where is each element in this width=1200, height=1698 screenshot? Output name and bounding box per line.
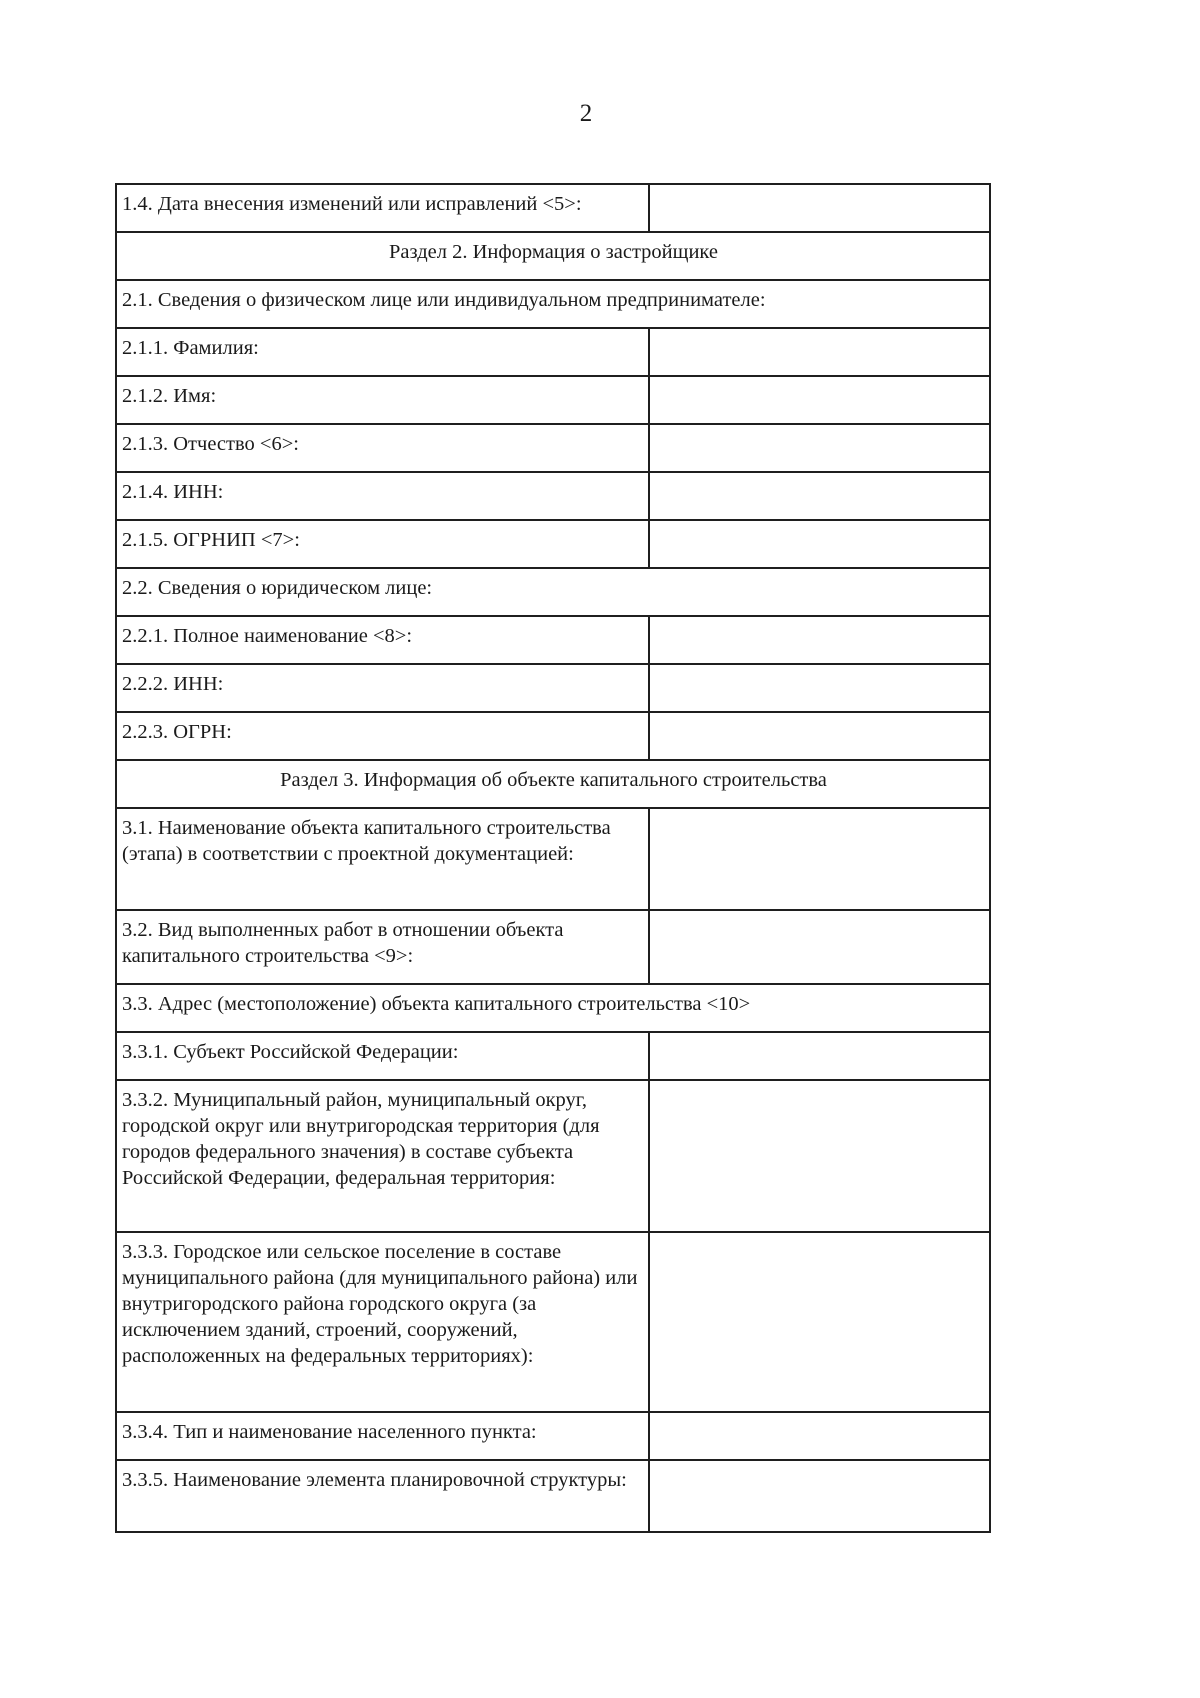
field-value-2-1-4[interactable] (649, 472, 990, 520)
field-value-3-3-1[interactable] (649, 1032, 990, 1080)
field-value-3-1[interactable] (649, 808, 990, 910)
table-row (116, 1460, 990, 1532)
field-label-1-4: 1.4. Дата внесения изменений или исправлений <5>: (116, 184, 649, 232)
table-row (116, 616, 990, 664)
field-label-3-1: 3.1. Наименование объекта капитального строительства (этапа) в соответствии с проектной документацией: (116, 808, 649, 910)
table-row (116, 1412, 990, 1460)
table-row (116, 1080, 990, 1232)
table-row (116, 984, 990, 1032)
table-row (116, 808, 990, 910)
table-row (116, 280, 990, 328)
field-label-3-3-5: 3.3.5. Наименование элемента планировочной структуры: (116, 1460, 649, 1532)
table-row (116, 910, 990, 984)
table-row (116, 712, 990, 760)
field-label-2-2-2: 2.2.2. ИНН: (116, 664, 649, 712)
field-value-3-3-5[interactable] (649, 1460, 990, 1532)
table-row (116, 760, 990, 808)
field-value-2-1-1[interactable] (649, 328, 990, 376)
field-value-1-4[interactable] (649, 184, 990, 232)
field-value-2-1-3[interactable] (649, 424, 990, 472)
table-row (116, 184, 990, 232)
table-row (116, 472, 990, 520)
table-row (116, 1032, 990, 1080)
field-label-2-2-3: 2.2.3. ОГРН: (116, 712, 649, 760)
table-row (116, 568, 990, 616)
field-label-3-3-4: 3.3.4. Тип и наименование населенного пункта: (116, 1412, 649, 1460)
field-value-2-2-2[interactable] (649, 664, 990, 712)
field-label-2-1-4: 2.1.4. ИНН: (116, 472, 649, 520)
table-row (116, 664, 990, 712)
table-row (116, 1232, 990, 1412)
notification-form-table (115, 183, 991, 1533)
table-row (116, 328, 990, 376)
field-value-3-3-4[interactable] (649, 1412, 990, 1460)
field-label-2-1-2: 2.1.2. Имя: (116, 376, 649, 424)
table-row (116, 376, 990, 424)
subsection-2-2-heading: 2.2. Сведения о юридическом лице: (116, 568, 990, 616)
field-label-2-1-5: 2.1.5. ОГРНИП <7>: (116, 520, 649, 568)
field-label-3-3-3: 3.3.3. Городское или сельское поселение в составе муниципального района (для муниципального района) или внутригородского района городского округа (за исключением зданий, строений, сооружений, расположенных на федеральных территориях): (116, 1232, 649, 1412)
field-value-2-2-1[interactable] (649, 616, 990, 664)
subsection-2-1-heading: 2.1. Сведения о физическом лице или индивидуальном предпринимателе: (116, 280, 990, 328)
field-value-3-2[interactable] (649, 910, 990, 984)
field-value-2-1-2[interactable] (649, 376, 990, 424)
page-number: 2 (579, 100, 593, 127)
field-value-3-3-3[interactable] (649, 1232, 990, 1412)
field-label-3-2: 3.2. Вид выполненных работ в отношении объекта капитального строительства <9>: (116, 910, 649, 984)
field-label-2-1-3: 2.1.3. Отчество <6>: (116, 424, 649, 472)
table-row (116, 232, 990, 280)
field-label-2-1-1: 2.1.1. Фамилия: (116, 328, 649, 376)
field-value-2-1-5[interactable] (649, 520, 990, 568)
section-2-heading: Раздел 2. Информация о застройщике (116, 232, 990, 280)
section-3-heading: Раздел 3. Информация об объекте капитального строительства (116, 760, 990, 808)
field-label-3-3-1: 3.3.1. Субъект Российской Федерации: (116, 1032, 649, 1080)
table-row (116, 424, 990, 472)
subsection-3-3-heading: 3.3. Адрес (местоположение) объекта капитального строительства <10> (116, 984, 990, 1032)
table-row (116, 520, 990, 568)
field-value-2-2-3[interactable] (649, 712, 990, 760)
field-label-2-2-1: 2.2.1. Полное наименование <8>: (116, 616, 649, 664)
field-value-3-3-2[interactable] (649, 1080, 990, 1232)
field-label-3-3-2: 3.3.2. Муниципальный район, муниципальный округ, городской округ или внутригородская территория (для городов федерального значения) в составе субъекта Российской Федерации, федеральная территория: (116, 1080, 649, 1232)
